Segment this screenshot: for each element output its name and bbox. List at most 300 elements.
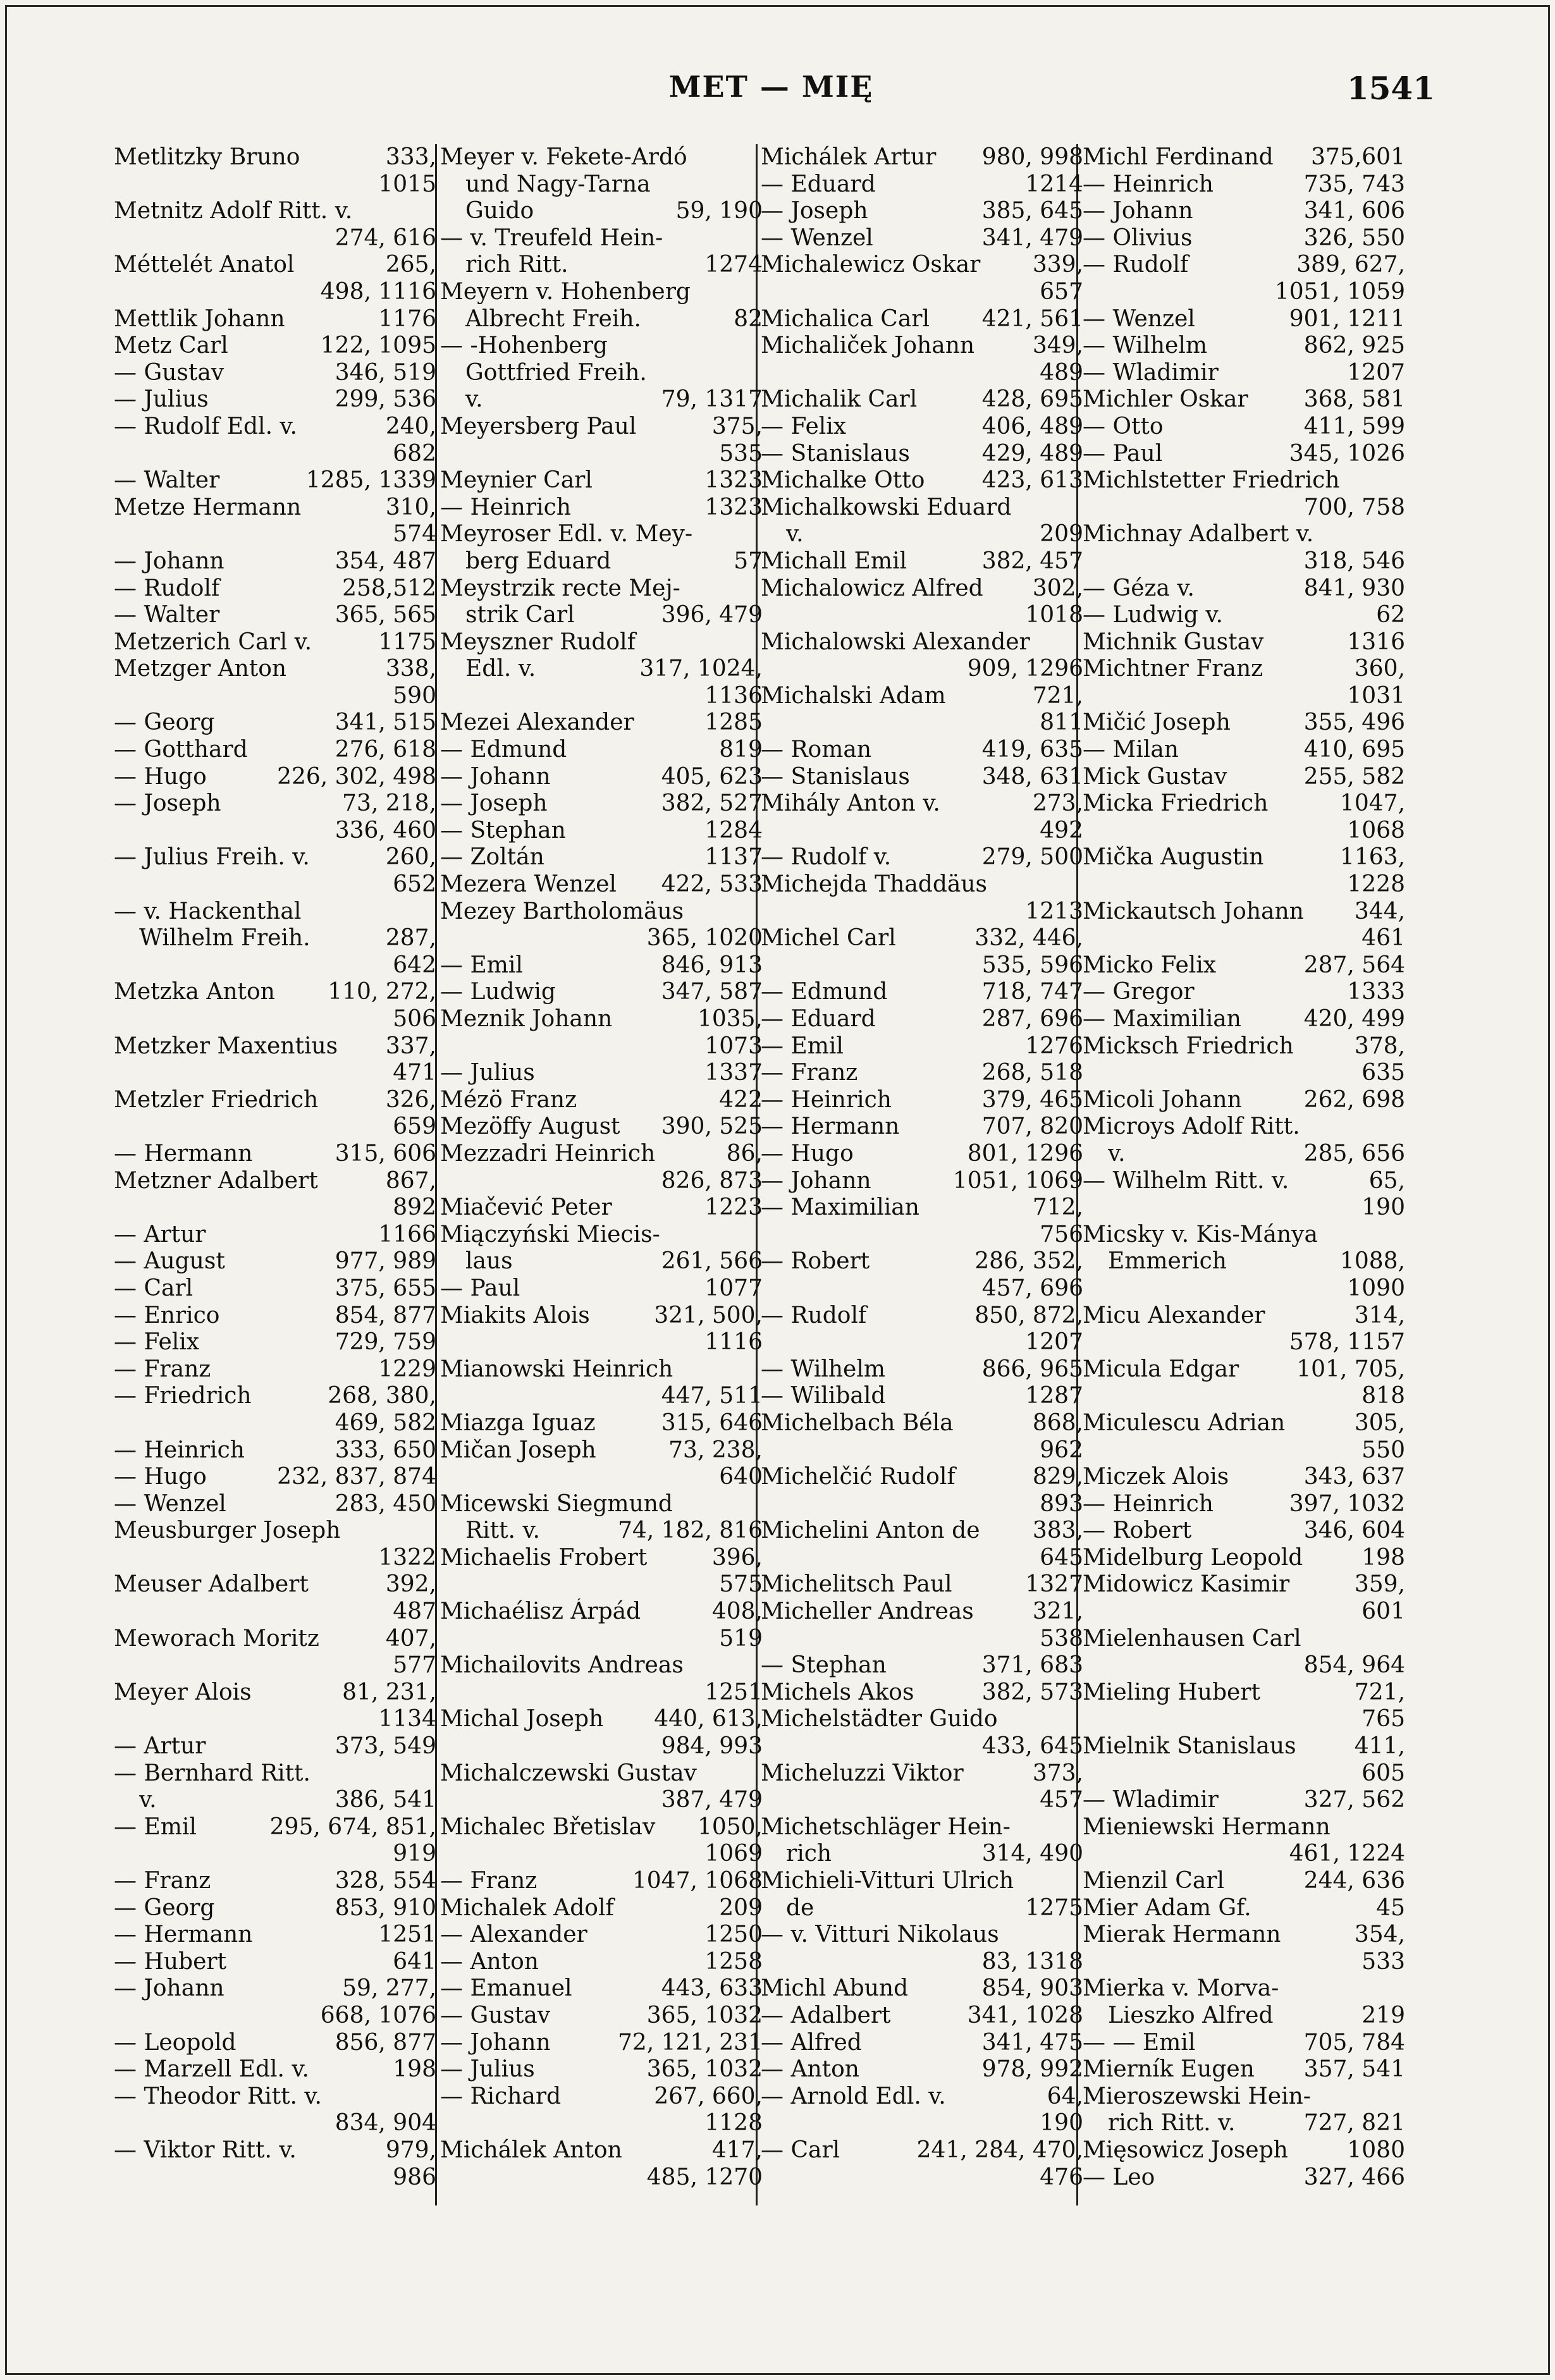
entry-name: Michálek Anton — [440, 2137, 622, 2163]
entry-page-refs: 396, 479 — [661, 602, 763, 629]
entry-page-refs: 273, — [1032, 790, 1083, 817]
entry-name: — Hugo — [114, 1464, 207, 1490]
index-entry-line — [761, 899, 1083, 926]
index-entry-line — [114, 2083, 436, 2111]
index-entry-line — [761, 1868, 1083, 1895]
index-entry-line — [114, 467, 436, 494]
entry-page-refs: 485, 1270 — [646, 2164, 763, 2190]
entry-page-refs: 457 — [1040, 1787, 1083, 1813]
entry-name: — Walter — [114, 467, 220, 494]
entry-page-refs: 332, 446, — [974, 925, 1083, 952]
entry-name: — Wenzel — [114, 1490, 226, 1517]
index-entry-line — [1083, 1571, 1405, 1598]
entry-name: Mezzadri Heinrich — [440, 1140, 656, 1167]
entry-name: Mičić Joseph — [1083, 709, 1231, 736]
index-entry-line — [1083, 1760, 1405, 1788]
entry-page-refs: 417, — [711, 2137, 763, 2163]
index-entry-line — [761, 2164, 1083, 2192]
entry-page-refs: 700, 758 — [1303, 494, 1405, 520]
index-entry-line — [114, 414, 436, 441]
entry-name: — Franz — [114, 1868, 211, 1894]
entry-page-refs: 1116 — [704, 1329, 763, 1356]
index-entry-line — [761, 2083, 1083, 2111]
index-entry-line — [761, 1113, 1083, 1141]
index-entry-line — [761, 414, 1083, 441]
entry-page-refs: 1051, 1059 — [1274, 278, 1405, 305]
index-entry-line — [440, 1194, 763, 1222]
entry-name: Miculescu Adrian — [1083, 1409, 1286, 1436]
entry-name: Mičan Joseph — [440, 1437, 596, 1463]
entry-page-refs: 240, — [385, 413, 436, 439]
index-entry-line — [761, 1383, 1083, 1410]
entry-page-refs: 375, — [711, 413, 763, 439]
index-entry-line — [1083, 602, 1405, 629]
index-entry-line — [1083, 1545, 1405, 1572]
entry-page-refs: 645 — [1040, 1544, 1083, 1571]
entry-page-refs: 407, — [385, 1625, 436, 1652]
index-entry-line — [761, 1141, 1083, 1168]
index-entry-line — [1083, 1598, 1405, 1626]
entry-name: — Gotthard — [114, 737, 248, 763]
index-entry-line — [114, 279, 436, 306]
index-entry-line — [440, 1006, 763, 1033]
index-entry-line — [761, 360, 1083, 387]
entry-page-refs: 533 — [1361, 1948, 1405, 1975]
index-entry-line — [1083, 1033, 1405, 1060]
entry-page-refs: 83, 1318 — [981, 1948, 1083, 1975]
entry-page-refs: 1250 — [704, 1922, 763, 1948]
entry-page-refs: 421, 561 — [981, 305, 1083, 332]
entry-name: — Hugo — [114, 763, 207, 790]
index-entry-line — [114, 1060, 436, 1087]
index-entry-line — [761, 1248, 1083, 1275]
entry-name: Mezey Bartholomäus — [440, 898, 684, 924]
index-entry-line — [440, 818, 763, 845]
entry-page-refs: 1175 — [378, 629, 436, 655]
entry-name: Meynier Carl — [440, 467, 593, 494]
index-entry-line — [1083, 521, 1405, 548]
index-entry-line — [1083, 1518, 1405, 1545]
entry-name: — Maximilian — [761, 1194, 919, 1221]
entry-page-refs: 261, 566 — [661, 1248, 763, 1275]
index-entry-line — [114, 1141, 436, 1168]
index-entry-line — [761, 1356, 1083, 1383]
entry-page-refs: 461 — [1361, 925, 1405, 952]
entry-page-refs: 389, 627, — [1296, 252, 1405, 278]
index-entry-line — [440, 871, 763, 899]
entry-name: Wilhelm Freih. — [139, 925, 310, 952]
entry-name: — Wladimir — [1083, 359, 1219, 386]
entry-page-refs: 818 — [1361, 1383, 1405, 1409]
entry-page-refs: 226, 302, 498 — [277, 763, 436, 790]
entry-name: Meystrzik recte Mej- — [440, 575, 680, 601]
entry-name: Metzler Friedrich — [114, 1086, 319, 1113]
index-entry-line — [1083, 144, 1405, 171]
entry-name: Michalowski Alexander — [761, 629, 1030, 655]
index-entry-line — [114, 1006, 436, 1033]
entry-page-refs: 447, 511 — [661, 1383, 763, 1409]
entry-page-refs: 727, 821 — [1303, 2110, 1405, 2137]
entry-page-refs: 279, 500 — [981, 844, 1083, 871]
index-entry-line — [761, 2003, 1083, 2030]
entry-name: Michaelis Frobert — [440, 1544, 648, 1571]
entry-name: Mier Adam Gf. — [1083, 1894, 1251, 1921]
entry-page-refs: 892 — [393, 1194, 436, 1221]
entry-page-refs: 601 — [1361, 1598, 1405, 1625]
entry-page-refs: 346, 604 — [1303, 1518, 1405, 1544]
entry-name: Miakits Alois — [440, 1302, 590, 1328]
index-entry-line — [114, 360, 436, 387]
index-entry-line — [1083, 2003, 1405, 2030]
entry-name: — Edmund — [761, 979, 888, 1005]
index-entry-line — [1083, 1922, 1405, 1949]
entry-name: — Joseph — [114, 790, 221, 817]
index-entry-line — [1083, 952, 1405, 979]
entry-name: v. — [465, 386, 483, 413]
entry-page-refs: 476 — [1040, 2164, 1083, 2190]
entry-page-refs: 721, — [1032, 682, 1083, 709]
index-entry-line — [114, 709, 436, 737]
entry-name: Meyersberg Paul — [440, 413, 637, 439]
entry-name: Miačević Peter — [440, 1194, 612, 1221]
index-column-4 — [1083, 144, 1405, 2212]
entry-name: Mezöffy August — [440, 1113, 620, 1140]
entry-page-refs: 498, 1116 — [320, 278, 436, 305]
entry-page-refs: 866, 965 — [981, 1356, 1083, 1382]
index-entry-line — [1083, 1303, 1405, 1330]
index-entry-line — [114, 1275, 436, 1303]
entry-page-refs: 1333 — [1347, 979, 1405, 1005]
entry-page-refs: 209 — [1040, 521, 1083, 548]
entry-page-refs: 641 — [393, 1948, 436, 1975]
entry-name: — Anton — [761, 2056, 859, 2083]
index-entry-line — [761, 871, 1083, 899]
entry-name: — Julius — [114, 386, 209, 413]
index-entry-line — [761, 844, 1083, 871]
entry-page-refs: 276, 618 — [335, 737, 436, 763]
entry-page-refs: 1207 — [1025, 1329, 1083, 1356]
entry-page-refs: 420, 499 — [1303, 1006, 1405, 1032]
index-entry-line — [114, 1598, 436, 1626]
entry-page-refs: 287, 564 — [1303, 952, 1405, 978]
entry-page-refs: 854, 903 — [981, 1975, 1083, 2002]
index-entry-line — [1083, 1437, 1405, 1464]
entry-page-refs: 1276 — [1025, 1033, 1083, 1059]
entry-page-refs: 854, 964 — [1303, 1652, 1405, 1679]
entry-name: — Joseph — [761, 198, 868, 224]
entry-name: Metzker Maxentius — [114, 1033, 338, 1059]
entry-name: — Anton — [440, 1948, 539, 1975]
entry-page-refs: 375, 655 — [335, 1275, 436, 1301]
entry-page-refs: 1128 — [704, 2110, 763, 2137]
index-entry-line — [1083, 1060, 1405, 1087]
index-entry-line — [761, 1491, 1083, 1518]
entry-name: v. — [139, 1787, 157, 1813]
entry-page-refs: 519 — [719, 1625, 763, 1652]
index-entry-line — [440, 1356, 763, 1383]
index-entry-line — [1083, 1275, 1405, 1303]
entry-name: Michalczewski Gustav — [440, 1760, 697, 1786]
index-entry-line — [440, 844, 763, 871]
entry-page-refs: 978, 992 — [981, 2056, 1083, 2083]
entry-name: — — Emil — [1083, 2029, 1196, 2056]
entry-name: — Heinrich — [440, 494, 571, 520]
index-entry-line — [114, 1787, 436, 1814]
index-entry-line — [761, 1437, 1083, 1464]
entry-page-refs: 365, 565 — [335, 602, 436, 629]
index-entry-line — [440, 1491, 763, 1518]
entry-page-refs: 1031 — [1347, 682, 1405, 709]
index-entry-line — [761, 764, 1083, 791]
entry-page-refs: 756 — [1040, 1221, 1083, 1248]
entry-page-refs: 659 — [393, 1113, 436, 1140]
index-entry-line — [1083, 764, 1405, 791]
entry-name: — Robert — [1083, 1518, 1192, 1544]
entry-page-refs: 411, — [1354, 1733, 1405, 1760]
entry-page-refs: 721, — [1354, 1679, 1405, 1705]
index-entry-line — [761, 252, 1083, 279]
index-entry-line — [440, 1060, 763, 1087]
index-entry-line — [440, 899, 763, 926]
index-entry-line — [114, 1113, 436, 1141]
entry-page-refs: 373, — [1032, 1760, 1083, 1786]
entry-name: Michlstetter Friedrich — [1083, 467, 1340, 494]
entry-page-refs: 834, 904 — [335, 2110, 436, 2137]
entry-page-refs — [1401, 1975, 1405, 2003]
index-entry-line — [114, 737, 436, 764]
index-entry-line — [440, 2164, 763, 2192]
entry-name: berg Eduard — [465, 548, 612, 574]
entry-name: — Carl — [761, 2137, 840, 2163]
index-entry-line — [440, 306, 763, 333]
entry-page-refs: 1035, — [697, 1006, 763, 1032]
entry-page-refs: 314, 490 — [981, 1841, 1083, 1867]
entry-name: Emmerich — [1108, 1248, 1227, 1275]
entry-page-refs: 862, 925 — [1303, 333, 1405, 359]
entry-name: Metzner Adalbert — [114, 1167, 318, 1194]
index-entry-line — [761, 1760, 1083, 1788]
entry-page-refs: 267, 660, — [654, 2083, 763, 2109]
entry-name: — Julius — [440, 1060, 535, 1086]
entry-page-refs: 286, 352, — [974, 1248, 1083, 1275]
entry-name: — Leo — [1083, 2164, 1155, 2190]
entry-page-refs: 1068 — [1347, 817, 1405, 843]
entry-page-refs: 368, 581 — [1303, 386, 1405, 413]
entry-page-refs: 82 — [734, 305, 763, 332]
entry-page-refs: 577 — [393, 1652, 436, 1679]
index-entry-line — [114, 1895, 436, 1922]
index-entry-line — [440, 979, 763, 1006]
entry-name: — Wenzel — [761, 224, 873, 251]
index-entry-line — [440, 279, 763, 306]
entry-name: Micksch Friedrich — [1083, 1033, 1294, 1059]
entry-name: Michaliček Johann — [761, 333, 975, 359]
index-entry-line — [1083, 252, 1405, 279]
entry-page-refs: 868, — [1032, 1409, 1083, 1436]
entry-name: rich Ritt. — [465, 252, 569, 278]
entry-page-refs: 302, — [1032, 575, 1083, 601]
entry-page-refs: 346, 519 — [335, 359, 436, 386]
entry-page-refs: 262, 698 — [1303, 1086, 1405, 1113]
index-entry-line — [440, 1787, 763, 1814]
index-entry-line — [761, 386, 1083, 414]
index-entry-line — [1083, 844, 1405, 871]
entry-name: — Franz — [114, 1356, 211, 1382]
index-entry-line — [1083, 2083, 1405, 2111]
index-entry-line — [114, 1464, 436, 1491]
entry-page-refs: 198 — [393, 2056, 436, 2083]
index-entry-line — [114, 2137, 436, 2164]
entry-page-refs: 101, 705, — [1296, 1356, 1405, 1382]
entry-name: Michelini Anton de — [761, 1518, 980, 1544]
index-entry-line — [440, 225, 763, 252]
entry-name: rich Ritt. v. — [1108, 2110, 1236, 2137]
entry-name: — Felix — [114, 1329, 200, 1356]
index-entry-line — [440, 1922, 763, 1949]
entry-page-refs: 268, 518 — [981, 1060, 1083, 1086]
index-entry-line — [440, 1383, 763, 1410]
entry-name: — Hermann — [114, 1922, 253, 1948]
entry-page-refs: 354, 487 — [335, 548, 436, 574]
entry-page-refs: 1323 — [704, 494, 763, 520]
index-entry-line — [440, 171, 763, 199]
entry-name: Metzka Anton — [114, 979, 275, 1005]
entry-page-refs: 492 — [1040, 817, 1083, 843]
entry-page-refs: 729, 759 — [335, 1329, 436, 1356]
index-entry-line — [1083, 629, 1405, 656]
entry-name: — Heinrich — [1083, 171, 1214, 197]
entry-page-refs: 338, — [385, 656, 436, 682]
entry-page-refs: 287, 696 — [981, 1006, 1083, 1032]
entry-page-refs — [433, 1518, 436, 1545]
entry-name: Mielenhausen Carl — [1083, 1625, 1301, 1652]
entry-page-refs: 406, 489 — [981, 413, 1083, 439]
entry-page-refs: 535, 596 — [981, 952, 1083, 978]
entry-name: Metzerich Carl v. — [114, 629, 312, 655]
entry-page-refs: 81, 231, — [342, 1679, 436, 1705]
entry-page-refs: 457, 696 — [981, 1275, 1083, 1301]
entry-name: — Adalbert — [761, 2002, 891, 2028]
index-entry-line — [440, 1168, 763, 1195]
entry-name: — Wilibald — [761, 1383, 886, 1409]
entry-page-refs: 841, 930 — [1303, 575, 1405, 601]
entry-page-refs: 433, 645 — [981, 1733, 1083, 1760]
index-entry-line — [1083, 1168, 1405, 1195]
entry-name: — Robert — [761, 1248, 870, 1275]
entry-page-refs: 469, 582 — [335, 1409, 436, 1436]
entry-name: Meyroser Edl. v. Mey- — [440, 521, 693, 548]
index-entry-line — [761, 171, 1083, 199]
page-number: 1541 — [1346, 70, 1435, 107]
entry-page-refs: 64, — [1047, 2083, 1083, 2109]
entry-page-refs: 260, — [385, 844, 436, 871]
entry-name: laus — [465, 1248, 513, 1275]
index-entry-line — [1083, 1464, 1405, 1491]
entry-page-refs: 635 — [1361, 1060, 1405, 1086]
index-entry-line — [761, 521, 1083, 548]
entry-page-refs: 574 — [393, 521, 436, 548]
entry-name: Michálek Artur — [761, 144, 937, 170]
index-entry-line — [114, 1410, 436, 1437]
entry-name: Lieszko Alfred — [1108, 2002, 1274, 2028]
entry-name: Metzger Anton — [114, 656, 287, 682]
entry-name: Mianowski Heinrich — [440, 1356, 673, 1382]
index-entry-line — [114, 306, 436, 333]
entry-page-refs: 977, 989 — [335, 1248, 436, 1275]
index-entry-line — [114, 683, 436, 710]
index-entry-line — [761, 306, 1083, 333]
index-entry-line — [440, 1706, 763, 1733]
index-entry-line — [440, 2137, 763, 2164]
entry-page-refs: 1018 — [1025, 602, 1083, 629]
entry-page-refs: 232, 837, 874 — [277, 1464, 436, 1490]
entry-page-refs: 893 — [1040, 1490, 1083, 1517]
entry-page-refs: 980, 998 — [981, 144, 1083, 170]
page-header — [108, 70, 1435, 120]
entry-page-refs: 347, 587 — [661, 979, 763, 1005]
index-entry-line — [114, 1652, 436, 1679]
entry-name: — Joseph — [440, 790, 548, 817]
entry-page-refs: 341, 479 — [981, 224, 1083, 251]
entry-name: — Wladimir — [1083, 1787, 1219, 1813]
index-entry-line — [1083, 925, 1405, 952]
entry-page-refs: 383, — [1032, 1518, 1083, 1544]
entry-name: — Wilhelm Ritt. v. — [1083, 1167, 1289, 1194]
index-entry-line — [114, 386, 436, 414]
index-entry-line — [1083, 171, 1405, 199]
entry-page-refs: 258,512 — [342, 575, 436, 601]
entry-page-refs: 506 — [393, 1006, 436, 1032]
entry-name: Meyer v. Fekete-Ardó — [440, 144, 687, 170]
entry-name: Micewski Siegmund — [440, 1490, 673, 1517]
entry-name: — Heinrich — [1083, 1490, 1214, 1517]
index-entry-line — [761, 1706, 1083, 1733]
entry-name: — Edmund — [440, 737, 567, 763]
index-entry-line — [761, 1679, 1083, 1707]
entry-name: Ritt. v. — [465, 1518, 540, 1544]
entry-name: — Friedrich — [114, 1383, 252, 1409]
entry-page-refs: 652 — [393, 871, 436, 898]
entry-page-refs: 396, — [711, 1544, 763, 1571]
entry-page-refs: 575 — [719, 1571, 763, 1598]
entry-page-refs: 1214 — [1025, 171, 1083, 197]
entry-name: — Ludwig v. — [1083, 602, 1223, 629]
entry-page-refs: 984, 993 — [661, 1733, 763, 1760]
entry-page-refs: 1213 — [1025, 898, 1083, 924]
entry-name: — Johann — [114, 1975, 224, 2002]
entry-name: — Johann — [114, 548, 224, 574]
entry-name: — Franz — [761, 1060, 858, 1086]
entry-name: Michler Oskar — [1083, 386, 1248, 413]
entry-page-refs: 392, — [385, 1571, 436, 1598]
entry-name: Michelstädter Guido — [761, 1706, 998, 1733]
index-entry-line — [114, 494, 436, 522]
index-entry-line — [1083, 1194, 1405, 1222]
entry-name: — Stanislaus — [761, 440, 910, 467]
entry-name: — Wilhelm — [761, 1356, 885, 1382]
entry-page-refs: 901, 1211 — [1289, 305, 1405, 332]
entry-page-refs: 461, 1224 — [1289, 1841, 1405, 1867]
entry-name: Michelbach Béla — [761, 1409, 954, 1436]
entry-name: Mieroszewski Hein- — [1083, 2083, 1311, 2109]
index-entry-line — [761, 1545, 1083, 1572]
entry-page-refs — [1401, 521, 1405, 548]
entry-name: — Hermann — [761, 1113, 900, 1140]
entry-page-refs: 423, 613 — [981, 467, 1083, 494]
index-entry-line — [1083, 198, 1405, 225]
index-entry-line — [761, 1841, 1083, 1868]
entry-page-refs: 321, 500, — [654, 1302, 763, 1328]
